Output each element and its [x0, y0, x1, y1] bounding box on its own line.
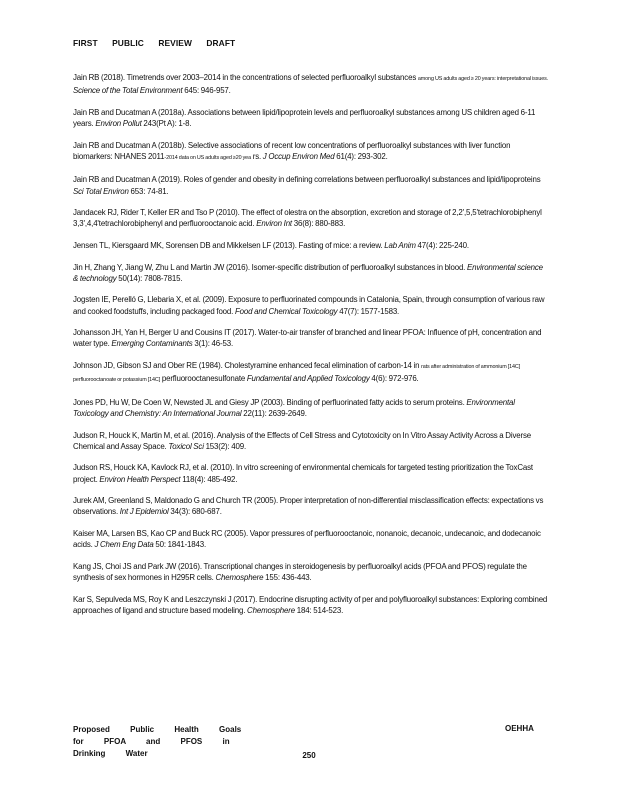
journal-title: Food and Chemical Toxicology	[234, 306, 338, 316]
reference-text: Jain RB and Ducatman A (2019). Roles of gender and obesity in defining correlations between perfluoroalkyl substances and lipid/lipoproteins	[73, 175, 541, 185]
journal-title: Environ Pollut	[95, 119, 142, 128]
reference-text: 653: 74-81.	[128, 186, 169, 196]
journal-title: Fundamental and Applied Toxicology	[246, 374, 370, 384]
journal-title: J Chem Eng Data	[94, 540, 154, 550]
footer-agency: OEHHA	[505, 724, 534, 733]
journal-title: Environ Int	[256, 219, 292, 229]
reference-text: 50: 1841-1843.	[153, 540, 207, 550]
reference-text: 4(6): 972-976.	[369, 374, 419, 384]
reference-text: Jain RB (2018). Timetrends over 2003–2014 in the concentrations of selected perfluoroalkyl substances	[73, 73, 418, 82]
reference-text: 50(14): 7808-7815.	[116, 273, 183, 283]
reference-entry	[73, 528, 549, 550]
reference-text: Judson RS, Houck KA, Kavlock RJ, et al. (2010). In vitro screening of environmental chemicals for targeted testing prioritization the ToxCast project.	[73, 463, 533, 484]
footer-document-title: Proposed Public Health Goals for PFOA and PFOS in Drinking Water	[73, 725, 242, 758]
reference-text: Johnson JD, Gibson SJ and Ober RE (1984). Cholestyramine enhanced fecal elimination of carbon-14 in	[73, 360, 422, 370]
reference-text: 118(4): 485-492.	[180, 474, 238, 484]
page-number: 250	[302, 751, 316, 760]
reference-entry	[73, 462, 549, 484]
reference-text: 153(2): 409.	[203, 441, 247, 451]
reference-entry	[73, 327, 549, 349]
reference-text: Kaiser MA, Larsen BS, Kao CP and Buck RC (2005). Vapor pressures of perfluorooctanoic, nonanoic, decanoic, undecanoic, and dodecanoic acids.	[73, 528, 541, 550]
journal-title: J Occup Environ Med	[262, 151, 335, 161]
journal-title: Science of the Total Environment	[73, 86, 183, 96]
reference-text: Kar S, Sepulveda MS, Roy K and Leszczynski J (2017). Endocrine disrupting activity of per and polyfluoroalkyl substances: Exploring combined approaches of ligand and structure based modeling.	[73, 594, 548, 615]
journal-title: Environmental Toxicology and Chemistry: An International Journal	[73, 397, 515, 418]
reference-entry	[73, 262, 549, 284]
journal-title: Emerging Contaminants	[111, 339, 193, 349]
journal-title: Environmental science & technology	[73, 262, 543, 283]
reference-text: 34(3): 680-687.	[168, 507, 222, 517]
journal-title: Lab Anim	[384, 240, 416, 250]
reference-entry	[73, 140, 549, 164]
journal-title: Chemosphere	[247, 605, 295, 615]
reference-text: 645: 946-957.	[182, 86, 231, 96]
reference-text: Jain RB and Ducatman A (2018a). Associations between lipid/lipoprotein levels and perfluoroalkyl substances among US children aged 6-11 years.	[73, 107, 536, 128]
draft-header: FIRST PUBLIC REVIEW DRAFT	[73, 38, 236, 48]
reference-entry	[73, 240, 549, 251]
reference-text: 243(Pt A): 1-8.	[141, 119, 192, 128]
reference-text: Kang JS, Choi JS and Park JW (2016). Transcriptional changes in steroidogenesis by perfluoroalkyl acids (PFOA and PFOS) regulate the synthesis of sex hormones in H295R cells.	[73, 561, 527, 582]
reference-entry	[73, 594, 549, 616]
reference-text: among US adults aged ≥ 20 years: interpretational issues.	[417, 76, 549, 82]
reference-entry	[73, 72, 549, 96]
journal-title: Toxicol Sci	[168, 441, 204, 451]
journal-title: Sci Total Environ	[73, 186, 129, 196]
reference-text: Jogsten IE, Perelló G, Llebaria X, et al. (2009). Exposure to perfluorinated compounds in Catalonia, Spain, through consumption of various raw and cooked foodstuffs, including packaged food.	[73, 295, 545, 316]
reference-text: Johansson JH, Yan H, Berger U and Cousins IT (2017). Water-to-air transfer of branched and linear PFOA: Influence of pH, concentration and water type.	[73, 328, 542, 349]
reference-entry	[73, 360, 549, 386]
reference-entry	[73, 430, 549, 452]
journal-title: Int J Epidemiol	[119, 507, 169, 517]
reference-text: Jandacek RJ, Rider T, Keller ER and Tso P (2010). The effect of olestra on the absorption, excretion and storage of 2,2',5,5'tetrachlorobiphenyl 3,3',4,4'tetrachlorobiphenyl and perfluorooctanoic acid.	[73, 208, 542, 229]
reference-entry	[73, 174, 549, 196]
reference-text: 22(11): 2639-2649.	[241, 408, 307, 418]
reference-entry	[73, 561, 549, 583]
reference-text: Jones PD, Hu W, De Coen W, Newsted JL and Giesy JP (2003). Binding of perfluorinated fatty acids to serum proteins.	[73, 397, 467, 407]
reference-text: Jensen TL, Kiersgaard MK, Sorensen DB and Mikkelsen LF (2013). Fasting of mice: a review.	[73, 240, 385, 250]
reference-entry	[73, 294, 549, 316]
reference-text: 184: 514-523.	[294, 605, 344, 615]
reference-text: 47(4): 225-240.	[415, 240, 469, 250]
reference-text: 61(4): 293-302.	[334, 151, 388, 161]
reference-text: 155: 436-443.	[263, 572, 312, 582]
reference-text: 3(1): 46-53.	[192, 339, 234, 349]
reference-text: Judson R, Houck K, Martin M, et al. (2016). Analysis of the Effects of Cell Stress and Cytotoxicity on In Vitro Assay Activity Across a Diverse Chemical and Assay Space.	[73, 430, 531, 451]
reference-text: Jain RB and Ducatman A (2018b). Selective associations of recent low concentrations of perfluoroalkyl substances with liver function biomarkers: NHANES 2011	[73, 140, 511, 161]
reference-text: Jurek AM, Greenland S, Maldonado G and Church TR (2005). Proper interpretation of non-differential misclassification effects: expectations vs observations.	[73, 496, 544, 517]
reference-text: rs.	[250, 151, 263, 161]
reference-entry	[73, 107, 549, 129]
reference-text: perfluorooctanesulfonate	[160, 374, 247, 384]
reference-entry	[73, 207, 549, 229]
reference-entry	[73, 397, 549, 419]
reference-text: -2014 data on US adults aged ≥20 yea	[164, 154, 251, 161]
journal-title: Chemosphere	[215, 572, 264, 582]
reference-text: 36(8): 880-883.	[291, 219, 346, 229]
journal-title: Environ Health Perspect	[99, 474, 181, 484]
reference-text: Jin H, Zhang Y, Jiang W, Zhu L and Martin JW (2016). Isomer-specific distribution of perfluoroalkyl substances in blood.	[73, 262, 467, 272]
reference-text: rats after administration of ammonium [14C] perfluorooctanoate or potassium [14C]	[73, 363, 521, 384]
reference-entry	[73, 495, 549, 517]
reference-text: 47(7): 1577-1583.	[337, 306, 400, 316]
reference-list	[73, 72, 549, 626]
